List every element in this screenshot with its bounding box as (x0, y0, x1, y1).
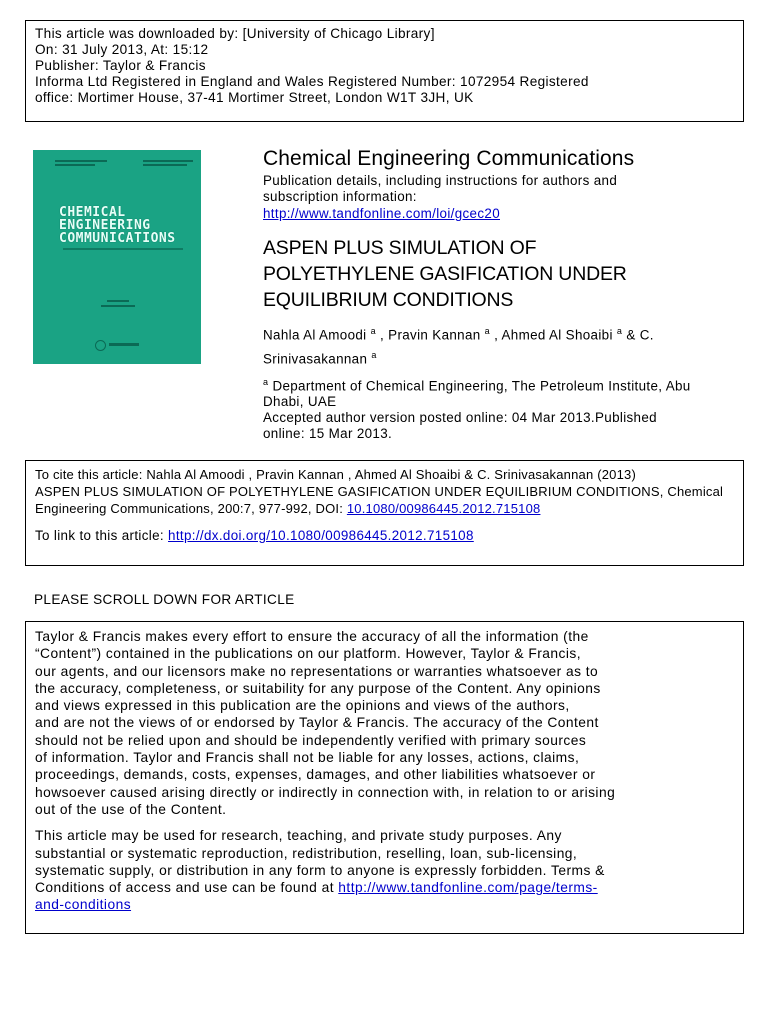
publication-details-line: Publication details, including instructions for authors and (263, 173, 618, 188)
journal-link[interactable]: http://www.tandfonline.com/loi/gcec20 (263, 206, 500, 221)
author-name: C. (639, 327, 654, 343)
author-name: Srinivasakannan (263, 351, 368, 367)
disclaimer-line: and views expressed in this publication are the opinions and views of the authors, (35, 698, 570, 714)
journal-title: Chemical Engineering Communications (263, 147, 635, 170)
authors: Nahla Al Amoodi $^a$ , Pravin Kannan $^a$ , Ahmed Al Shoaibi $^a$ & C. Srinivasakannan $^a$ (263, 326, 654, 367)
cover-title-line: ENGINEERING (59, 218, 151, 233)
publisher-line: Publisher: Taylor & Francis (35, 58, 206, 73)
usage-terms-line: substantial or systematic reproduction, redistribution, reselling, loan, sub-licensing, (35, 845, 578, 861)
citation-text (35, 466, 734, 517)
publication-dates-line: Accepted author version posted online: 04 Mar 2013.Published (263, 410, 657, 426)
doi-link[interactable]: 10.1080/00986445.2012.715108 (346, 501, 541, 516)
article-link-line (35, 527, 734, 544)
disclaimer-paragraph (35, 628, 734, 818)
disclaimer-line: the accuracy, completeness, or suitability for any purpose of the Content. Any opinions (35, 680, 601, 696)
cover-text-mark (143, 160, 193, 162)
registration-line: Informa Ltd Registered in England and Wales Registered Number: 1072954 Registered (35, 74, 589, 89)
disclaimer-box (25, 621, 744, 934)
disclaimer-line: Taylor & Francis makes every effort to ensure the accuracy of all the information (the (35, 629, 589, 644)
download-date: On: 31 July 2013, At: 15:12 (35, 42, 209, 57)
usage-terms-line: Conditions of access and use can be found at (35, 880, 339, 896)
cover-text-mark (55, 164, 95, 166)
publisher-logo-text-mark (109, 343, 139, 346)
cover-title (59, 206, 176, 245)
article-title-line: ASPEN PLUS SIMULATION OF (263, 237, 537, 259)
download-info-box (25, 20, 744, 122)
office-line: office: Mortimer House, 37-41 Mortimer Street, London W1T 3JH, UK (35, 90, 474, 105)
article-title-line: EQUILIBRIUM CONDITIONS (263, 289, 514, 311)
article-title (263, 235, 743, 313)
publication-dates-line: online: 15 Mar 2013. (263, 426, 393, 442)
citation-line: To cite this article: Nahla Al Amoodi , Pravin Kannan , Ahmed Al Shoaibi & C. Srinivasakannan (2013) (35, 467, 636, 482)
cover-volume-mark (101, 305, 135, 307)
author-name: Nahla Al Amoodi (263, 327, 367, 343)
author-name: Ahmed Al Shoaibi (501, 327, 613, 343)
article-info (263, 145, 743, 442)
cover-title-line: CHEMICAL (59, 205, 126, 220)
publication-details-line: subscription information: (263, 189, 417, 204)
article-link-label: To link to this article: (35, 528, 169, 543)
usage-terms-paragraph (35, 827, 734, 913)
affiliation-marker: a (370, 326, 376, 336)
affiliation-line: Dhabi, UAE (263, 394, 337, 410)
usage-terms-line: systematic supply, or distribution in any form to anyone is expressly forbidden. Terms & (35, 862, 605, 878)
affiliation-marker: a (263, 376, 269, 387)
disclaimer-line: our agents, and our licensors make no representations or warranties whatsoever as to (35, 663, 599, 679)
disclaimer-line: out of the use of the Content. (35, 801, 227, 817)
cover-volume-mark (107, 300, 129, 302)
disclaimer-line: and are not the views of or endorsed by Taylor & Francis. The accuracy of the Content (35, 715, 599, 731)
article-doi-link[interactable]: http://dx.doi.org/10.1080/00986445.2012.715108 (168, 528, 474, 543)
journal-cover-image (33, 150, 201, 364)
download-line: This article was downloaded by: [University of Chicago Library] (35, 26, 435, 41)
author-name: Pravin Kannan (388, 327, 481, 343)
scroll-notice: PLEASE SCROLL DOWN FOR ARTICLE (34, 592, 295, 607)
affiliation-marker: a (484, 326, 491, 336)
cover-text-mark (143, 164, 187, 166)
citation-line (35, 500, 734, 517)
cover-subtitle-mark (63, 248, 183, 250)
citation-line: ASPEN PLUS SIMULATION OF POLYETHYLENE GASIFICATION UNDER EQUILIBRIUM CONDITIONS, Chemical (35, 484, 724, 499)
disclaimer-line: should not be relied upon and should be independently verified with primary sources (35, 732, 587, 748)
affiliation (263, 374, 743, 410)
affiliation-marker: a (616, 326, 623, 336)
publication-details (263, 173, 743, 205)
terms-link-text: http://www.tandfonline.com/page/terms- (338, 880, 598, 896)
disclaimer-line: “Content”) contained in the publications on our platform. However, Taylor & Francis, (35, 646, 581, 662)
article-title-line: POLYETHYLENE GASIFICATION UNDER (263, 263, 627, 285)
usage-terms-line: This article may be used for research, teaching, and private study purposes. Any (35, 828, 562, 844)
disclaimer-line: of information. Taylor and Francis shall not be liable for any losses, actions, claims, (35, 750, 580, 766)
citation-line-text: Engineering Communications, 200:7, 977-992, DOI: (35, 501, 347, 516)
citation-box (25, 460, 744, 566)
disclaimer-line: howsoever caused arising directly or indirectly in connection with, in relation to or arising (35, 784, 616, 800)
disclaimer-line: proceedings, demands, costs, expenses, damages, and other liabilities whatsoever or (35, 767, 596, 783)
terms-link-text: and-conditions (35, 897, 132, 913)
affiliation-marker: a (371, 350, 377, 361)
affiliation-line: Department of Chemical Engineering, The Petroleum Institute, Abu (272, 378, 691, 394)
cover-text-mark (55, 160, 107, 162)
publication-dates (263, 410, 743, 442)
cover-title-line: COMMUNICATIONS (59, 231, 176, 246)
publisher-logo-icon (95, 340, 106, 351)
